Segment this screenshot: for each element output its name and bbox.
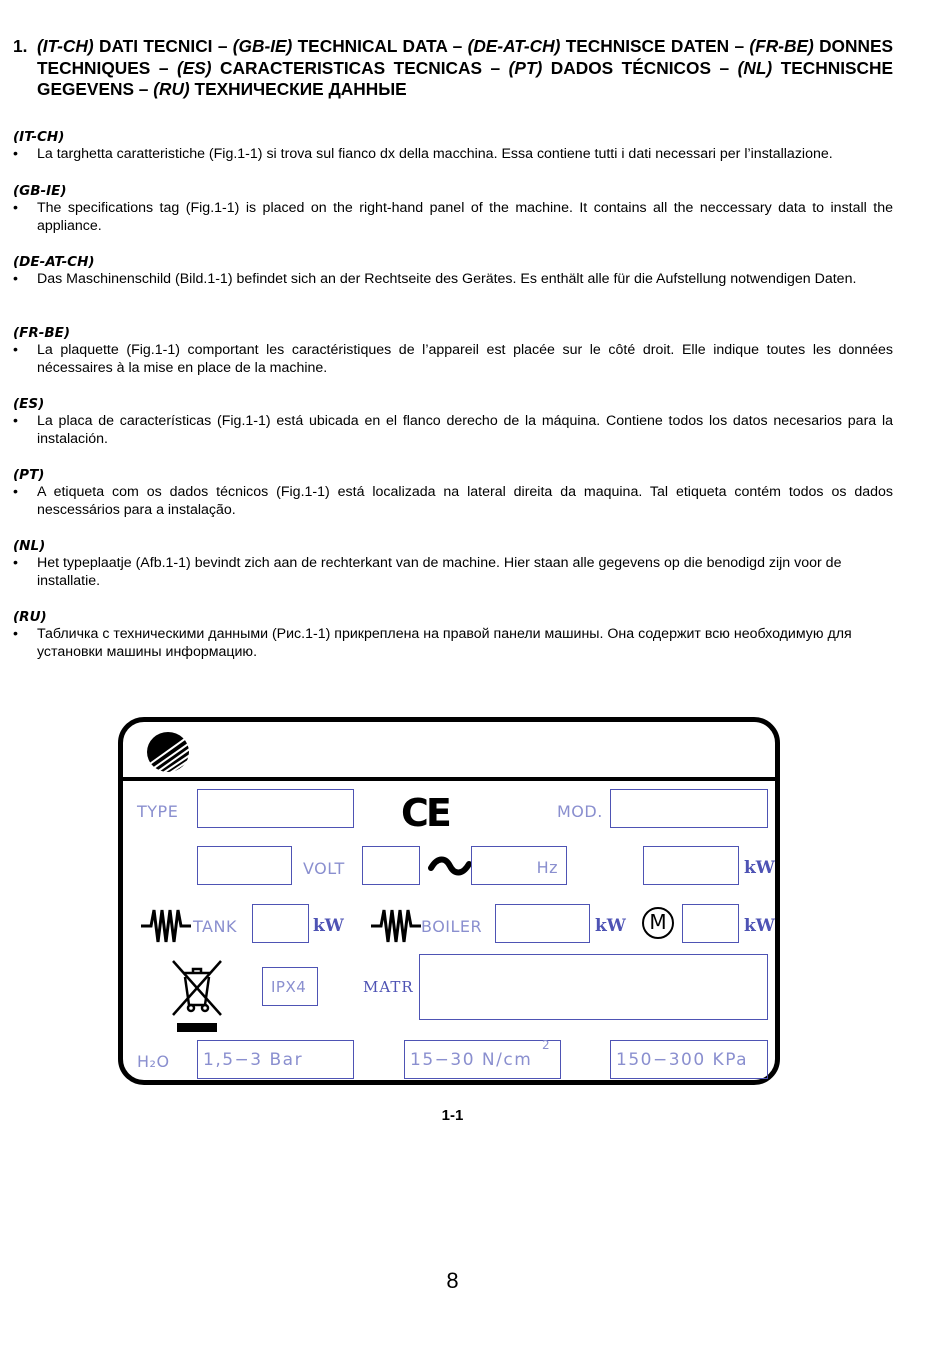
language-tag: (ES) <box>13 396 45 412</box>
language-tag: (DE-AT-CH) <box>13 254 95 270</box>
paragraph-text: Das Maschinenschild (Bild.1-1) befindet sich an der Rechtseite des Gerätes. Es enthält alle für die Aufstellung notwendigen Daten. <box>37 271 857 287</box>
heading-title: TECHNISCHE GEGEVENS <box>37 57 894 99</box>
language-tag: (NL) <box>13 538 46 554</box>
section-number: 1. <box>13 36 28 56</box>
heading-title: ТЕХНИЧЕСКИЕ ДАННЫЕ <box>194 79 407 99</box>
boiler-label: BOILER <box>421 917 483 936</box>
motor-power-field <box>682 904 739 943</box>
bullet: • <box>13 413 18 429</box>
language-section-es <box>13 395 893 448</box>
paragraph-text: La plaquette (Fig.1-1) comportant les caractéristiques de l’appareil est placée sur le côté droit. Elle indique toutes les données nécessaires à la mise en place de la machine. <box>37 342 893 376</box>
language-section-fr <box>13 324 893 377</box>
section-heading: 1. (IT-CH) DATI TECNICI – (GB-IE) TECHNICAL DATA – (DE-AT-CH) TECHNISCE DATEN – (FR-BE) DONNES TECHNIQUES – (ES) CARACTERISTICAS TECNICAS – (PT) DADOS TÉCNICOS – (NL) TECHNISCHE GEGEVENS – (RU) ТЕХНИЧЕСКИЕ ДАННЫЕ <box>13 36 894 99</box>
pressure-kpa-value: 150−300 KPa <box>616 1050 749 1070</box>
paragraph-text: A etiqueta com os dados técnicos (Fig.1-1) está localizada na lateral direita da maquina. Tal etiqueta contém todos os dados nescessários para a instalação. <box>37 484 893 518</box>
pressure-ncm-exponent: 2 <box>542 1038 552 1052</box>
pressure-ncm-value: 15−30 N/cm <box>410 1050 533 1070</box>
mod-field <box>610 789 768 828</box>
bullet: • <box>13 484 18 500</box>
wave-icon <box>428 856 472 876</box>
heading-title: DADOS TÉCNICOS <box>550 57 711 78</box>
language-section-gb <box>13 182 893 235</box>
type-label: TYPE <box>137 802 179 821</box>
matr-label: MATR <box>363 978 414 996</box>
heading-code: (GB-IE) <box>232 36 293 56</box>
language-section-pt <box>13 466 893 519</box>
heading-code: (NL) <box>737 57 773 78</box>
kw-label: kW <box>744 916 775 936</box>
tank-power-field <box>252 904 309 943</box>
language-paragraph <box>13 271 893 289</box>
mod-label: MOD. <box>557 802 603 821</box>
bullet: • <box>13 555 18 571</box>
language-paragraph <box>13 413 893 448</box>
logo-icon <box>145 728 193 774</box>
pressure-ncm-box <box>404 1040 561 1079</box>
language-section-nl <box>13 537 893 590</box>
heading-code: (IT-CH) <box>37 36 94 56</box>
heading-code: (DE-AT-CH) <box>467 36 561 56</box>
heading-code: (ES) <box>176 57 212 78</box>
frequency-field <box>471 846 567 885</box>
rating-plate <box>118 717 780 1085</box>
kw-label: kW <box>313 916 344 936</box>
bullet: • <box>13 200 18 216</box>
heading-title: DATI TECNICI <box>98 36 213 56</box>
type-field <box>197 789 354 828</box>
language-paragraph <box>13 626 893 661</box>
figure-caption: 1-1 <box>441 1107 464 1124</box>
language-tag: (RU) <box>13 609 47 625</box>
language-section-ru <box>13 608 893 661</box>
kw-label: kW <box>595 916 626 936</box>
phase-field <box>362 846 420 885</box>
ipx-label: IPX4 <box>271 978 307 996</box>
heading-title: DONNES TECHNIQUES <box>37 36 894 78</box>
serial-number-field <box>419 954 768 1020</box>
bullet: • <box>13 342 18 358</box>
paragraph-text: Табличка с техническими данными (Рис.1-1) прикреплена на правой панели машины. Она содержит всю необходимую для установки машины информацию. <box>37 626 852 660</box>
h2o-label: H₂O <box>137 1052 170 1071</box>
language-paragraph <box>13 555 893 590</box>
language-paragraph <box>13 146 893 164</box>
bullet: • <box>13 271 18 287</box>
language-tag: (PT) <box>13 467 45 483</box>
language-paragraph <box>13 200 893 235</box>
language-section-it <box>13 128 893 164</box>
motor-symbol: M <box>649 910 667 934</box>
kw-label: kW <box>744 858 775 878</box>
heading-title: TECHNISCE DATEN <box>565 36 730 56</box>
paragraph-text: La targhetta caratteristiche (Fig.1-1) si trova sul fianco dx della macchina. Essa contiene tutti i dati necessari per l’installazione. <box>37 146 833 162</box>
volt-label: VOLT <box>303 859 345 878</box>
motor-icon <box>642 907 674 939</box>
heading-title: CARACTERISTICAS TECNICAS <box>220 57 483 78</box>
page-number: 8 <box>446 1268 459 1293</box>
pressure-bar-box <box>197 1040 354 1079</box>
pressure-kpa-box <box>610 1040 768 1079</box>
paragraph-text: The specifications tag (Fig.1-1) is placed on the right-hand panel of the machine. It contains all the neccessary data to install the appliance. <box>37 200 893 234</box>
ce-mark-icon: CE <box>401 791 449 835</box>
heater-icon <box>141 906 191 946</box>
tank-label: TANK <box>193 917 237 936</box>
pressure-bar-value: 1,5−3 Bar <box>203 1050 304 1070</box>
boiler-power-field <box>495 904 590 943</box>
paragraph-text: Het typeplaatje (Afb.1-1) bevindt zich aan de rechterkant van de machine. Hier staan alle gegevens op die benodigd zijn voor de installatie. <box>37 555 842 589</box>
power-value-field <box>197 846 292 885</box>
heading-code: (PT) <box>508 57 543 78</box>
language-section-de <box>13 253 893 289</box>
paragraph-text: La placa de características (Fig.1-1) está ubicada en el flanco derecho de la máquina. Contiene todos los datos necesarios para la instalación. <box>37 413 893 447</box>
language-paragraph <box>13 484 893 519</box>
plate-divider <box>123 777 775 781</box>
heading-code: (RU) <box>153 79 190 99</box>
language-tag: (FR-BE) <box>13 325 71 341</box>
heading-title: TECHNICAL DATA <box>297 36 448 56</box>
bullet: • <box>13 626 18 642</box>
hz-label: Hz <box>536 858 558 877</box>
bullet: • <box>13 146 18 162</box>
weee-bin-icon <box>169 957 225 1037</box>
language-tag: (GB-IE) <box>13 183 67 199</box>
language-tag: (IT-CH) <box>13 129 65 145</box>
heading-code: (FR-BE) <box>749 36 814 56</box>
ipx-rating-box <box>262 967 318 1006</box>
language-paragraph <box>13 342 893 377</box>
heater-icon <box>371 906 421 946</box>
total-power-field <box>643 846 739 885</box>
